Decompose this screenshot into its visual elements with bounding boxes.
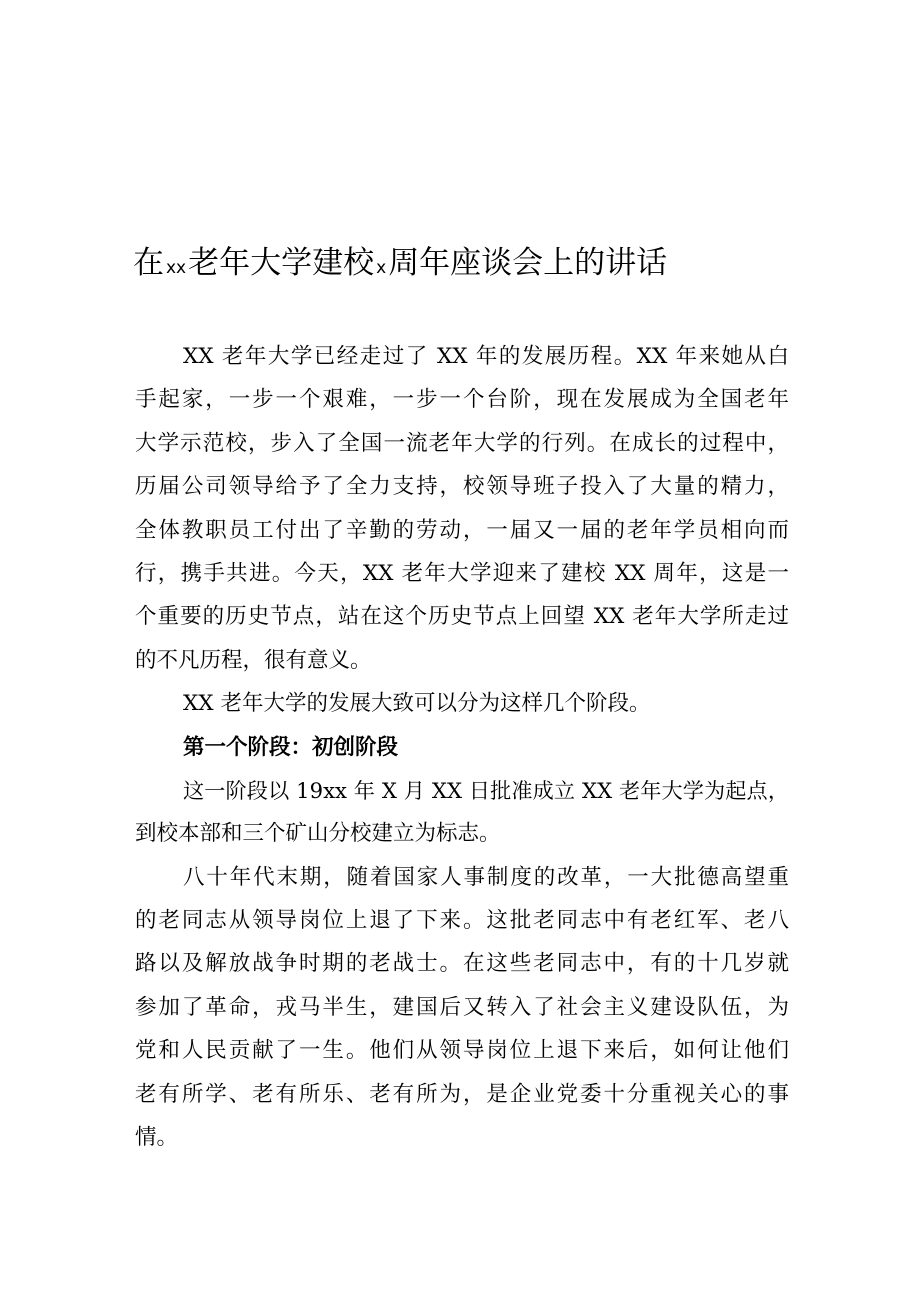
paragraph-line: XX 老年大学已经走过了 XX 年的发展历程。XX 年来她从白 [183, 344, 789, 369]
paragraph-line: 参加了革命，戎马半生，建国后又转入了社会主义建设队伍，为 [135, 994, 789, 1020]
paragraph [135, 769, 789, 856]
paragraph [135, 682, 789, 725]
paragraph-line: 到校本部和三个矿山分校建立为标志。 [135, 821, 501, 847]
paragraph-line: 全体教职员工付出了辛勤的劳动，一届又一届的老年学员相向而 [135, 517, 789, 543]
paragraph-line: 个重要的历史节点，站在这个历史节点上回望 XX 老年大学所走过 [135, 604, 789, 630]
title-part: 周年座谈会上的讲话 [388, 244, 668, 281]
paragraph-line: 手起家，一步一个艰难，一步一个台阶，现在发展成为全国老年 [135, 387, 789, 413]
paragraph-line: 情。 [135, 1125, 179, 1151]
paragraph-line: 的老同志从领导岗位上退了下来。这批老同志中有老红军、老八 [135, 908, 789, 934]
section-heading [135, 726, 789, 769]
paragraph-line: 行，携手共进。今天，XX 老年大学迎来了建校 XX 周年，这是一 [135, 560, 789, 586]
title-part: 老年大学建校 [188, 244, 375, 281]
paragraph [135, 856, 789, 1160]
section-heading-text: 第一个阶段：初创阶段 [183, 734, 399, 760]
paragraph-line: XX 老年大学的发展大致可以分为这样几个阶段。 [183, 691, 651, 717]
paragraph [135, 335, 789, 682]
paragraph-line: 老有所学、老有所乐、老有所为，是企业党委十分重视关心的事 [135, 1081, 789, 1107]
paragraph-line: 党和人民贡献了一生。他们从领导岗位上退下来后，如何让他们 [135, 1038, 789, 1064]
paragraph-line: 八十年代末期，随着国家人事制度的改革，一大批德高望重 [183, 864, 789, 890]
document-body [135, 335, 789, 1159]
paragraph-line: 路以及解放战争时期的老战士。在这些老同志中，有的十几岁就 [135, 951, 789, 977]
paragraph-line: 大学示范校，步入了全国一流老年大学的行列。在成长的过程中， [135, 430, 789, 456]
title-part: 在 [133, 244, 164, 281]
paragraph-line: 的不凡历程，很有意义。 [135, 647, 372, 673]
title-part: xx [166, 257, 187, 278]
title-part: x [376, 257, 387, 278]
document-title [133, 241, 667, 290]
paragraph-line: 历届公司领导给予了全力支持，校领导班子投入了大量的精力， [135, 474, 789, 500]
paragraph-line: 这一阶段以 19xx 年 X 月 XX 日批准成立 XX 老年大学为起点， [183, 777, 789, 803]
